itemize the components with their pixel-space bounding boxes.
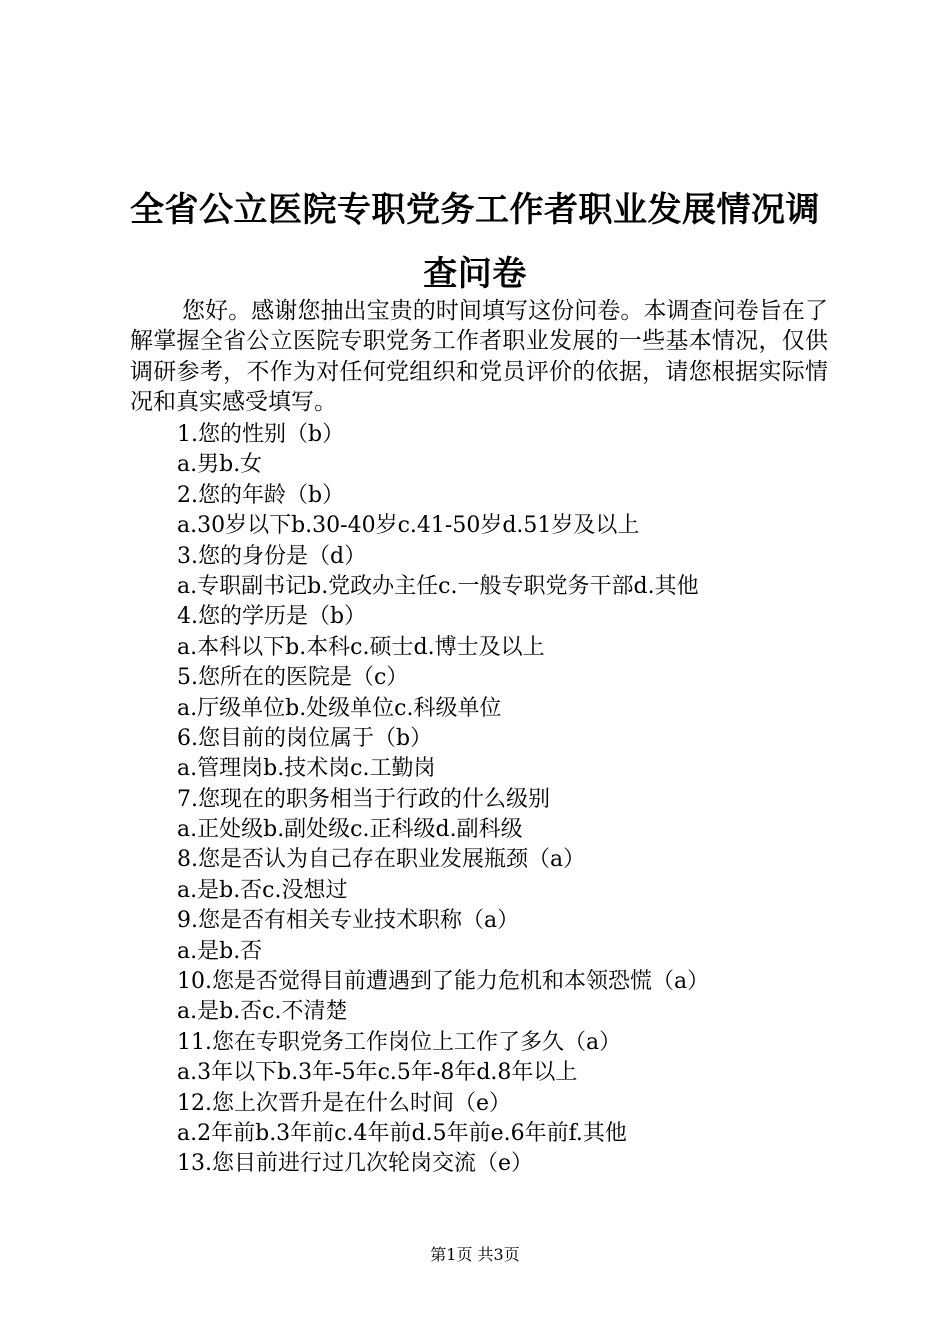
title-line-2: 查问卷: [423, 254, 527, 294]
options-2: a.30岁以下b.30-40岁c.41-50岁d.51岁及以上: [177, 513, 640, 539]
question-3: 3.您的身份是（d）: [177, 543, 367, 569]
title-line-1: 全省公立医院专职党务工作者职业发展情况调: [130, 190, 820, 230]
options-9: a.是b.否: [177, 938, 263, 964]
question-10: 10.您是否觉得目前遭遇到了能力危机和本领恐慌（a）: [177, 969, 710, 995]
intro-paragraph: 您好。感谢您抽出宝贵的时间填写这份问卷。本调查问卷旨在了解掌握全省公立医院专职党务工作者职业发展的一些基本情况，仅供调研参考，不作为对任何党组织和党员评价的依据，请您根据实际情况和真实感受填写。: [130, 298, 828, 416]
options-1: a.男b.女: [177, 452, 263, 478]
question-13: 13.您目前进行过几次轮岗交流（e）: [177, 1151, 534, 1177]
question-8: 8.您是否认为自己存在职业发展瓶颈（a）: [177, 847, 586, 873]
question-6: 6.您目前的岗位属于（b）: [177, 725, 433, 751]
question-9: 9.您是否有相关专业技术职称（a）: [177, 908, 520, 934]
question-5: 5.您所在的医院是（c）: [177, 665, 409, 691]
page-footer: 第1页 共3页: [430, 1245, 520, 1264]
question-11: 11.您在专职党务工作岗位上工作了多久（a）: [177, 1029, 622, 1055]
options-10: a.是b.否c.不清楚: [177, 999, 348, 1025]
question-4: 4.您的学历是（b）: [177, 604, 367, 630]
question-2: 2.您的年龄（b）: [177, 482, 345, 508]
options-5: a.厅级单位b.处级单位c.科级单位: [177, 695, 502, 721]
options-3: a.专职副书记b.党政办主任c.一般专职党务干部d.其他: [177, 573, 699, 599]
question-list: [177, 420, 837, 1180]
document-title: [120, 178, 830, 306]
options-11: a.3年以下b.3年-5年c.5年-8年d.8年以上: [177, 1060, 578, 1086]
question-12: 12.您上次晋升是在什么时间（e）: [177, 1090, 512, 1116]
question-1: 1.您的性别（b）: [177, 422, 345, 447]
options-7: a.正处级b.副处级c.正科级d.副科级: [177, 817, 523, 843]
options-12: a.2年前b.3年前c.4年前d.5年前e.6年前f.其他: [177, 1120, 627, 1146]
options-4: a.本科以下b.本科c.硕士d.博士及以上: [177, 634, 545, 660]
options-8: a.是b.否c.没想过: [177, 877, 348, 903]
question-7: 7.您现在的职务相当于行政的什么级别: [177, 786, 550, 812]
options-6: a.管理岗b.技术岗c.工勤岗: [177, 756, 436, 782]
